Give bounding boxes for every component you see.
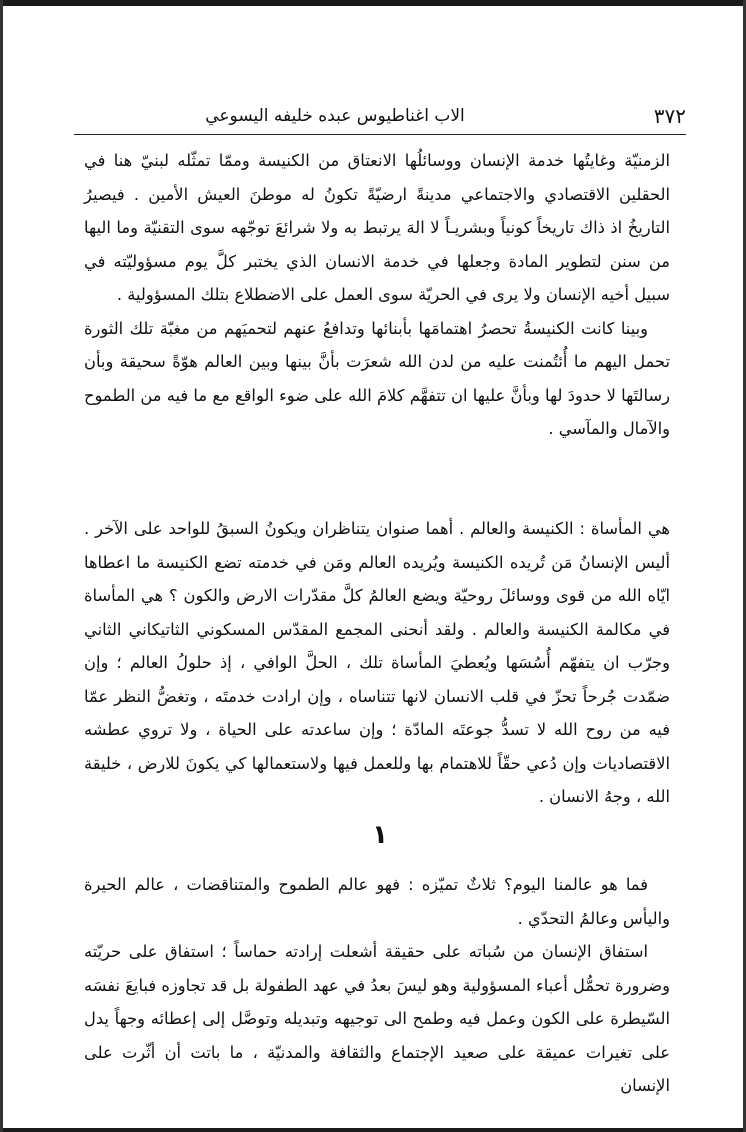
scan-edge-bottom — [0, 1128, 746, 1132]
section-number: ١ — [372, 820, 388, 850]
paragraph-4: فما هو عالمنا اليوم؟ ثلاثٌ تميّزه : فهو عالم الطموح والمتناقضات ، عالم الحيرة واليأس وعالمُ التحدّي . — [84, 875, 670, 928]
text-block-top — [84, 144, 670, 446]
text-block-middle — [84, 512, 670, 814]
scan-edge-top — [0, 0, 746, 6]
paragraph-1: الزمنيّة وغايتُها خدمة الإنسان ووسائلُها الانعتاق من الكنيسة وممّا تمثّله لبنيّ هنا في الحقلين الاقتصادي والاجتماعي مدينةً ارضيّةً تكونُ له موطنَ العيش الأمين . فيصيرُ التاريخُ اذ ذاك تاريخاً كونياً وبشريـاً لا الهَ يرتبط به ولا شرائعَ توجّهه سوى التقنيّة وما اليها من سنن لتطوير المادة وجعلها في خدمة الانسان الذي يختبر كلَّ يوم مسؤوليّته في سبيل أخيه الإنسان ولا يرى في الحريّة سوى العمل على الاضطلاع بتلك المسؤولية . — [84, 151, 670, 304]
paragraph-3: هي المأساة : الكنيسة والعالم . أهما صنوان يتناظران ويكونُ السبقُ للواحد على الآخر . أليس الإنسانُ مَن تُريده الكنيسة ويُريده العالم ومَن في خدمته تضع الكنيسة ما اعطاها ايّاه الله من قوى ووسائلَ روحيّة ويضع العالمُ كلَّ مقدّرات الارض والكون ؟ هي المأساة في مكالمة الكنيسة والعالم . ولقد أنحنى المجمع المقدّس المسكوني الثاتيكاني الثاني وجرّب ان يتفهّم أُسُسَها ويُعطيَ المأساة تلك ، الحلَّ الوافي ، إذ حلولُ العالم ؛ وإن ضمّدت جُرحاً تحزّ في قلب الانسان لانها تتناساه ، وإن ارادت خدمتَه ، وتغضُّ النظر عمّا فيه من روح الله لا تسدُّ جوعتَه المادّة ؛ وإن ساعدته على الحياة ، ولا تروي عطشه الاقتصاديات وإن دُعي حقّاً للاهتمام بها وللعمل فيها ولاستعمالها كي يكونَ للارض ، خليقة الله ، وجهُ الانسان . — [84, 519, 670, 806]
page-number: ٣٧٢ — [653, 104, 686, 128]
running-header — [74, 100, 686, 134]
running-title: الاب اغناطيوس عبده خليفه اليسوعي — [205, 106, 465, 126]
header-rule — [74, 134, 686, 135]
paragraph-5: استفاق الإنسان من سُباته على حقيقة أشعلت إرادته حماساً ؛ استفاق على حريّته وضرورة تحمُّل أعباء المسؤولية وهو ليسَ بعدُ في عهد الطفولة بل قد تجاوزه فبايعَ نفسَه السّيطرة على الكون وعمل فيه وطمح الى توجيهه وتبديله وتوصَّل إلى إعطائه وجهاً يدل على تغيرات عميقة على صعيد الإجتماع والثقافة والمدنيّة ، ما باتت أن أثّرت على الإنسان — [84, 942, 670, 1095]
scan-edge-left — [0, 0, 3, 1132]
text-block-bottom — [84, 868, 670, 1103]
paragraph-2: وبينا كانت الكنيسةُ تحصرُ اهتمامَها بأبنائها وتدافعُ عنهم لتحميَهم من مغبّة تلك الثورة تحمل اليهم ما أُئتُمنت عليه من لدن الله شعرَت بأنَّ بينها وبين العالم هوّةً سحيقة وبأن رسالتَها لا حدودَ لها وبأنَّ عليها ان تتفهَّم كلامَ الله على ضوء الواقع مع ما فيه من الطموح والآمال والمآسي . — [84, 318, 670, 438]
